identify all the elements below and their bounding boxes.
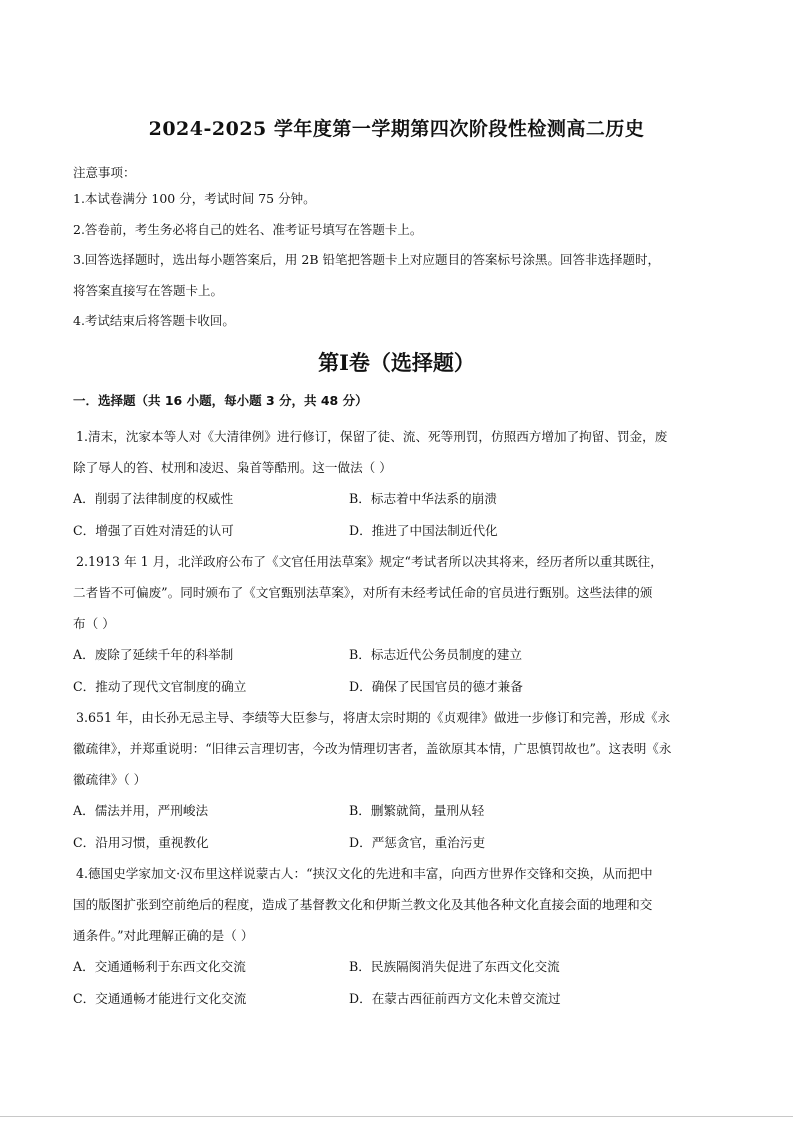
stem-line: 国的版图扩张到空前绝后的程度，造成了基督教文化和伊斯兰教文化及其他各种文化直接会面的地理和交 xyxy=(73,896,653,912)
notice-line: 3.回答选择题时，选出每小题答案后，用 2B 铅笔把答题卡上对应题目的答案标号涂黑。回答非选择题时， xyxy=(73,252,661,267)
option-d: D．确保了民国官员的德才兼备 xyxy=(349,678,523,694)
question-3 xyxy=(73,702,725,858)
option-c: C．增强了百姓对清廷的认可 xyxy=(73,522,234,538)
question-list xyxy=(73,421,725,1014)
option-row xyxy=(73,639,725,670)
stem-line: 除了辱人的笞、杖刑和凌迟、枭首等酷刑。这一做法（ ） xyxy=(73,460,392,476)
option-c: C．交通通畅才能进行文化交流 xyxy=(73,990,247,1006)
stem-line: 徽疏律》（ ） xyxy=(73,772,147,788)
option-b: B．删繁就简，量刑从轻 xyxy=(349,803,485,819)
stem-line: 3.651 年，由长孙无忌主导、李绩等大臣参与，将唐太宗时期的《贞观律》做进一步修订和完善，形成《永 xyxy=(76,709,671,725)
option-a: A．儒法并用，严刑峻法 xyxy=(73,803,209,819)
question-stem xyxy=(73,858,725,952)
option-row xyxy=(73,827,725,858)
question-stem xyxy=(73,421,725,483)
stem-line: 二者皆不可偏废”。同时颁布了《文官甄别法草案》，对所有未经考试任命的官员进行甄别。这些法律的颁 xyxy=(73,584,653,600)
notice-line: 将答案直接写在答题卡上。 xyxy=(73,282,224,298)
option-d: D．在蒙古西征前西方文化未曾交流过 xyxy=(349,990,561,1006)
stem-line: 徽疏律》，并郑重说明：“旧律云言理切害，今改为情理切害者，盖欲原其本情，广思慎罚故也”。这表明《永 xyxy=(73,740,672,756)
option-row xyxy=(73,483,725,514)
option-d: D．严惩贪官，重治污吏 xyxy=(349,834,486,850)
option-c: C．沿用习惯，重视教化 xyxy=(73,834,209,850)
section-heading: 一．选择题（共 16 小题，每小题 3 分，共 48 分） xyxy=(73,393,368,408)
stem-line: 通条件。”对此理解正确的是（ ） xyxy=(73,928,254,944)
stem-line: 布（ ） xyxy=(73,616,115,632)
question-1 xyxy=(73,421,725,546)
option-row xyxy=(73,671,725,702)
notice-heading: 注意事项： xyxy=(73,165,136,180)
stem-line: 1.清末，沈家本等人对《大清律例》进行修订，保留了徒、流、死等刑罚，仿照西方增加了拘留、罚金，废 xyxy=(76,429,668,444)
option-b: B．民族隔阂消失促进了东西文化交流 xyxy=(349,959,560,975)
stem-line: 4.德国史学家加文·汉布里这样说蒙古人：“挟汉文化的先进和丰富，向西方世界作交锋和交换，从而把中 xyxy=(76,865,653,881)
exam-title: 2024-2025 学年度第一学期第四次阶段性检测高二历史 xyxy=(148,118,645,140)
option-row xyxy=(73,983,725,1014)
question-stem xyxy=(73,702,725,796)
page-bottom-divider xyxy=(0,1116,793,1117)
option-d: D．推进了中国法制近代化 xyxy=(349,522,498,538)
option-b: B．标志近代公务员制度的建立 xyxy=(349,647,522,663)
option-row xyxy=(73,515,725,546)
option-row xyxy=(73,951,725,982)
option-row xyxy=(73,795,725,826)
option-a: A．交通通畅利于东西文化交流 xyxy=(73,959,246,975)
question-stem xyxy=(73,546,725,640)
notice-line: 4.考试结束后将答题卡收回。 xyxy=(73,313,235,328)
volume-title: 第Ⅰ卷（选择题） xyxy=(318,350,475,375)
option-c: C．推动了现代文官制度的确立 xyxy=(73,678,247,694)
option-a: A．削弱了法律制度的权威性 xyxy=(73,491,234,507)
stem-line: 2.1913 年 1 月，北洋政府公布了《文官任用法草案》规定“考试者所以决其将来，经历者所以重其既往， xyxy=(76,553,663,569)
question-4 xyxy=(73,858,725,1014)
notice-line: 1.本试卷满分 100 分，考试时间 75 分钟。 xyxy=(73,191,316,206)
option-a: A．废除了延续千年的科举制 xyxy=(73,647,234,663)
question-2 xyxy=(73,546,725,702)
notice-block xyxy=(73,162,723,337)
notice-line: 2.答卷前，考生务必将自己的姓名、准考证号填写在答题卡上。 xyxy=(73,221,423,237)
option-b: B．标志着中华法系的崩溃 xyxy=(349,491,497,507)
